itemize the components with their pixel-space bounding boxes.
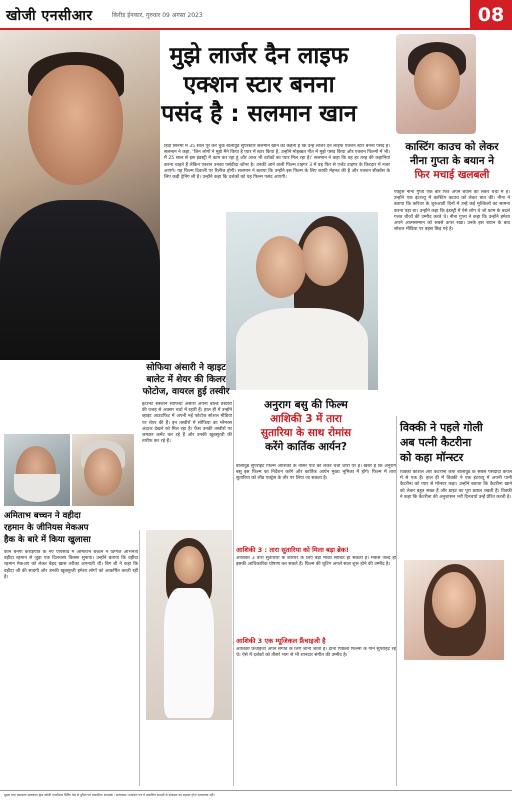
anurag-article-body-2: आशिकी 3 तारा सुतारिया के करियर के लिए बड़ा मौका साबित हो सकती है। मेकर्स जल्द ही इसकी आधिकारिक घोषणा कर सकते हैं। फिल्म की शूटिंग अगले साल शुरू होने की उम्मीद है। xyxy=(236,556,396,568)
vicky-article-body: विक्की कौशल और कैटरीना कैफ बॉलीवुड के सबसे पसंदीदा कपल में से एक हैं। हाल ही में विक्की ने एक इंटरव्यू में अपनी पत्नी कैटरीना को प्यार से मॉन्स्टर कहा। उन्होंने बताया कि कैटरीना खाने को लेकर बहुत सख्त हैं और डाइट का पूरा ख्याल रखती हैं। विक्की ने कहा कि कैटरीना की अनुशासन भरी दिनचर्या उन्हें प्रेरित करती है। xyxy=(400,470,512,500)
anurag-headline-line-1: अनुराग बसु की फिल्म xyxy=(264,399,348,411)
waheeda-rehman-photo xyxy=(72,434,134,506)
section-name: खोजी एनसीआर xyxy=(6,8,93,24)
vicky-headline-line-1: विक्की ने पहले गोली xyxy=(400,421,483,434)
anurag-headline-line-3: सुतारिया के साथ रोमांस xyxy=(260,427,352,439)
sofia-headline-line-3: फोटोज, वायरल हुई तस्वीर xyxy=(142,387,230,397)
vicky-headline-line-2: अब पत्नी कैटरीना xyxy=(400,436,472,449)
anurag-headline-line-2: आशिकी 3 में तारा xyxy=(270,413,342,425)
salman-headline xyxy=(124,42,394,129)
salman-headline-line-2: एक्शन स्टार बनना xyxy=(183,72,335,98)
vicky-headline xyxy=(400,420,512,465)
anurag-headline-line-4: करेंगे कार्तिक आर्यन? xyxy=(265,441,347,453)
sofia-article-body: इंटरनेट सेंसेशन सोफिया अंसारी अपनी बोल्ड तस्वीरों की वजह से अक्सर चर्चा में रहती हैं। हाल ही में उन्होंने व्हाइट आउटफिट में अपनी नई फोटोज सोशल मीडिया पर शेयर की हैं। इन तस्वीरों में सोफिया का ग्लैमरस अंदाज देखने को मिल रहा है। फैंस उनकी तस्वीरों पर जमकर कमेंट कर रहे हैं और उनकी खूबसूरती की तारीफ कर रहे हैं। xyxy=(142,402,232,445)
amitabh-headline-line-3: हैक के बारे में किया खुलासा xyxy=(4,535,91,545)
anurag-subhead-2: आशिकी 3 एक म्यूजिकल फ्रैंचाइजी है xyxy=(236,637,326,645)
column-divider xyxy=(233,400,234,786)
sofia-headline-line-2: बालेट में शेयर की किलर xyxy=(146,375,226,385)
salman-article-body: हिंदी सिनेमा में 35 साल पूरे कर चुके बॉलीवुड सुपरस्टार सलमान खान का कहना है कि उन्हें लार्जर दैन लाइफ एक्शन स्टार बनना पसंद है। सलमान ने कहा, 'जिन लोगों ने मुझे मैंने किया है प्यार में स्टार किया है, उन्होंने मोहब्बत गीत में मुझे पसंद किया और एक्शन फिल्मों में भी। मैं 25 साल से इस इंडस्ट्री में काम कर रहा हूं और आज भी दर्शकों का प्यार मिल रहा है।' सलमान ने कहा कि वह हर तरह की कहानियां करना चाहते हैं लेकिन एक्शन उनका पसंदीदा जॉनर है। उनकी आने वाली फिल्म टाइगर 3 में वह फिर से एजेंट टाइगर के किरदार में नजर आएंगे। यह फिल्म दिवाली पर रिलीज होगी। सलमान ने बताया कि उन्होंने इस फिल्म के लिए काफी मेहनत की है और एक्शन सीक्वेंस के लिए कड़ी ट्रेनिंग ली है। उन्होंने कहा कि दर्शकों को यह फिल्म पसंद आएगी। xyxy=(164,144,390,181)
salman-headline-line-1: मुझे लार्जर दैन लाइफ xyxy=(169,43,349,69)
neena-headline-line-2: नीना गुप्ता के बयान ने xyxy=(409,155,495,167)
imprint-line: मुद्रक तथा प्रकाशक सत्यकाम द्वारा खोजी एनसीआर प्रिंटिंग प्रेस से मुद्रित एवं प्रकाशित। संपादक : सत्यकाम। समाचार पत्र में प्रकाशित सामग्री से संपादक का सहमत होना आवश्यक नहीं। xyxy=(0,790,512,800)
page-number: 08 xyxy=(470,0,512,30)
salman-headline-line-3: पसंद है : सलमान खान xyxy=(161,101,357,127)
kartik-tara-photo xyxy=(226,212,378,390)
neena-article-body: एक्ट्रेस नीना गुप्ता एक बार फिर अपने बयान को लेकर चर्चा में हैं। उन्होंने एक इंटरव्यू में कास्टिंग काउच को लेकर बात की। नीना ने बताया कि करियर के शुरुआती दिनों में उन्हें कई मुश्किलों का सामना करना पड़ा था। उन्होंने कहा कि इंडस्ट्री में ऐसे लोग थे जो काम के बदले गलत चीजों की उम्मीद करते थे। नीना गुप्ता ने कहा कि उन्होंने हमेशा अपने आत्मसम्मान को सबसे ऊपर रखा। उनके इस बयान के बाद सोशल मीडिया पर बहस छिड़ गई है। xyxy=(394,190,510,233)
amitabh-headline xyxy=(4,510,138,546)
anurag-article-body-3: आशिकी फ्रैंचाइजी अपने संगीत के लिए जानी जाती है। दोनों पिछली फिल्मों के गाने सुपरहिट रहे थे। ऐसे में दर्शकों को तीसरे भाग से भी शानदार संगीत की उम्मीद है। xyxy=(236,647,396,659)
column-divider xyxy=(396,416,397,786)
anurag-headline xyxy=(228,398,384,454)
amitabh-headline-line-2: रहमान के जीनियस मेकअप xyxy=(4,523,89,533)
vicky-headline-line-3: को कहा मॉन्स्टर xyxy=(400,451,464,464)
neena-headline-line-3: फिर मचाई खलबली xyxy=(414,169,490,181)
anurag-article-body: बॉलीवुड सुपरहिट फिल्म आशिकी के तीसरे पार्ट को लेकर चर्चा जोरों पर है। खबर है कि अनुराग बसु इस फिल्म का निर्देशन करेंगे और कार्तिक आर्यन मुख्य भूमिका में होंगे। फिल्म में तारा सुतारिया को लीड एक्ट्रेस के तौर पर लिया जा सकता है। xyxy=(236,464,396,482)
sofia-headline xyxy=(140,362,232,398)
neena-headline xyxy=(392,140,512,182)
neena-headline-line-1: कास्टिंग काउच को लेकर xyxy=(405,141,499,153)
edition-date: किरीड ईनकार, गुरुवार 09 अगस्त 2023 xyxy=(112,12,203,19)
column-divider xyxy=(139,530,140,786)
amitabh-article-body: कौन बनेगा करोड़पति के नए एपिसोड में अमिताभ बच्चन ने दिग्गज अभिनेत्री वहीदा रहमान से जुड़ा एक दिलचस्प किस्सा सुनाया। उन्होंने बताया कि वहीदा रहमान मेकअप को लेकर बेहद खास तरीका अपनाती थीं। बिग बी ने कहा कि वहीदा जी की सादगी और उनकी खूबसूरती हमेशा लोगों को आकर्षित करती रही है। xyxy=(4,550,138,580)
neena-gupta-photo xyxy=(396,34,476,134)
anurag-subhead-1: आशिकी 3 : तारा सुतारिया को मिला बड़ा ब्रेक! xyxy=(236,546,349,554)
sofia-headline-line-1: सोफिया अंसारी ने व्हाइट xyxy=(146,363,226,373)
amitabh-bachchan-photo xyxy=(4,434,70,506)
katrina-kaif-photo xyxy=(404,560,504,660)
amitabh-headline-line-1: अमिताभ बच्चन ने वहीदा xyxy=(4,511,81,521)
sofia-ansari-photo xyxy=(146,530,232,720)
